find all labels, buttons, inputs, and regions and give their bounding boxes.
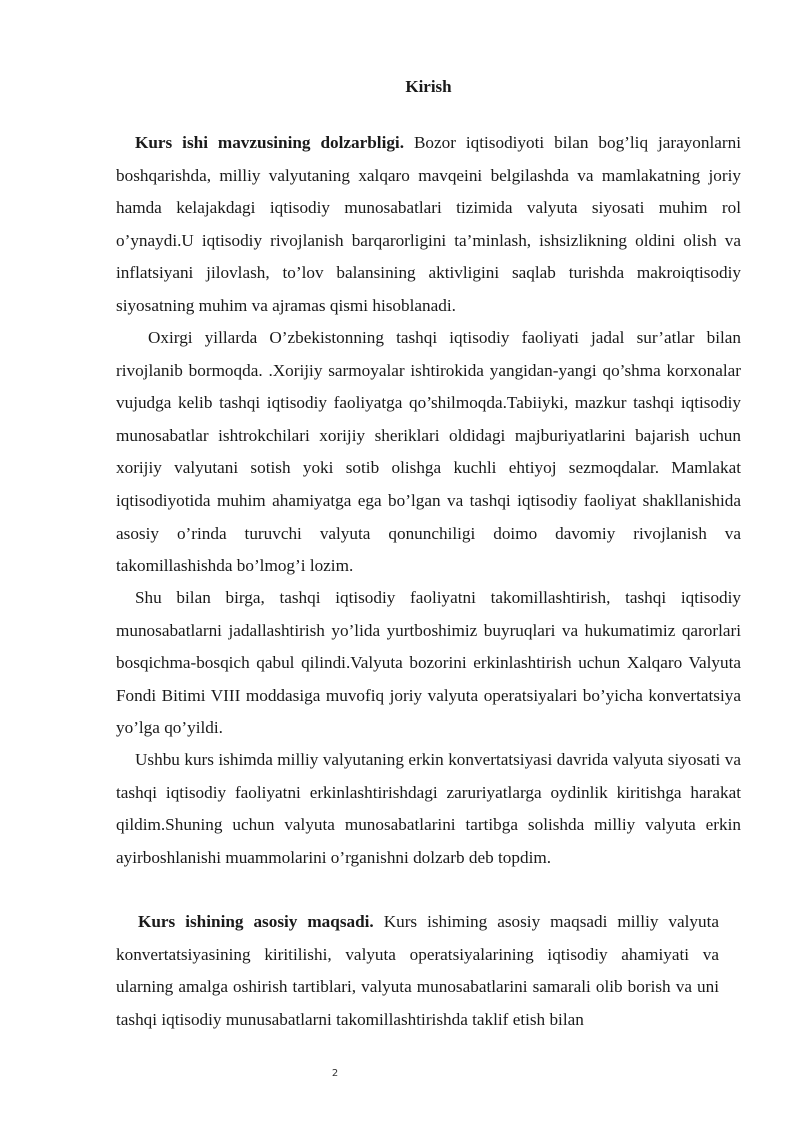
title-text: Kirish <box>405 77 452 96</box>
paragraph-lead-main-goal: Kurs ishining asosiy maqsadi. <box>138 912 374 931</box>
paragraph-government-decisions <box>116 582 741 745</box>
paragraph-text: Ushbu kurs ishimda milliy valyutaning erkin konvertatsiyasi davrida valyuta siyosati va tashqi iqtisodiy faoliyatni erkinlashtirishdagi zaruriyatlarga oydinlik kiritishga harakat qildim.Shuning uchun valyuta munosabatlarini tartibga solishda milliy valyuta erkin ayirboshlanishi muammolarini o’rganishni dolzarb deb topdim. <box>116 750 741 867</box>
paragraph-course-work-motivation <box>116 744 741 874</box>
paragraph-text: Kurs ishiming asosiy maqsadi milliy valyuta konvertatsiyasining kiritilishi, valyuta operatsiyalarining iqtisodiy ahamiyati va ularning amalga oshirish tartiblari, valyuta munosabatlarini samarali olib borish va uni tashqi iqtisodiy munusabatlarni takomillashtirishda taklif etish bilan <box>116 912 719 1029</box>
paragraph-text: Oxirgi yillarda O’zbekistonning tashqi iqtisodiy faoliyati jadal sur’atlar bilan rivojlanib bormoqda. .Xorijiy sarmoyalar ishtirokida yangidan-yangi qo’shma korxonalar vujudga kelib tashqi iqtisodiy faoliyatga qo’shilmoqda.Tabiiyki, mazkur tashqi iqtisodiy munosabatlar ishtrokchilari xorijiy sheriklari oldidagi majburiyatlarini bajarish uchun xorijiy valyutani sotish yoki sotib olishga kuchli ehtiyoj sezmoqdalar. Mamlakat iqtisodiyotida muhim ahamiyatga ega bo’lgan va tashqi iqtisodiy faoliyat shakllanishida asosiy o’rinda turuvchi valyuta qonunchiligi doimo davomiy rivojlanish va takomillashishda bo’lmog’i lozim. <box>116 328 741 576</box>
page-number: 2 <box>331 1068 339 1079</box>
paragraph-foreign-economic-activity <box>116 322 741 583</box>
paragraph-text: Shu bilan birga, tashqi iqtisodiy faoliyatni takomillashtirish, tashqi iqtisodiy munosabatlarni jadallashtirish yo’lida yurtboshimiz buyruqlari va hukumatimiz qarorlari bosqichma-bosqich qabul qilindi.Valyuta bozorini erkinlashtirish uchun Xalqaro Valyuta Fondi Bitimi VIII moddasiga muvofiq joriy valyuta operatsiyalari bo’yicha konvertatsiya yo’lga qo’yildi. <box>116 588 741 738</box>
paragraph-lead-relevance: Kurs ishi mavzusining dolzarbligi. <box>135 133 405 152</box>
page-title <box>116 77 741 97</box>
paragraph-text: Bozor iqtisodiyoti bilan bog’liq jarayonlarni boshqarishda, milliy valyutaning xalqaro mavqeini belgilashda va mamlakatning joriy hamda kelajakdagi iqtisodiy munosabatlari tizimida valyuta siyosati muhim rol o’ynaydi.U iqtisodiy rivojlanish barqarorligini ta’minlash, ishsizlikning oldini olish va inflatsiyani jilovlash, to’lov balansining aktivligini saqlab turishda makroiqtisodiy siyosatning muhim va ajramas qismi hisoblanadi. <box>116 133 741 315</box>
paragraph-main-goal <box>116 906 719 1036</box>
paragraph-relevance <box>116 127 741 323</box>
